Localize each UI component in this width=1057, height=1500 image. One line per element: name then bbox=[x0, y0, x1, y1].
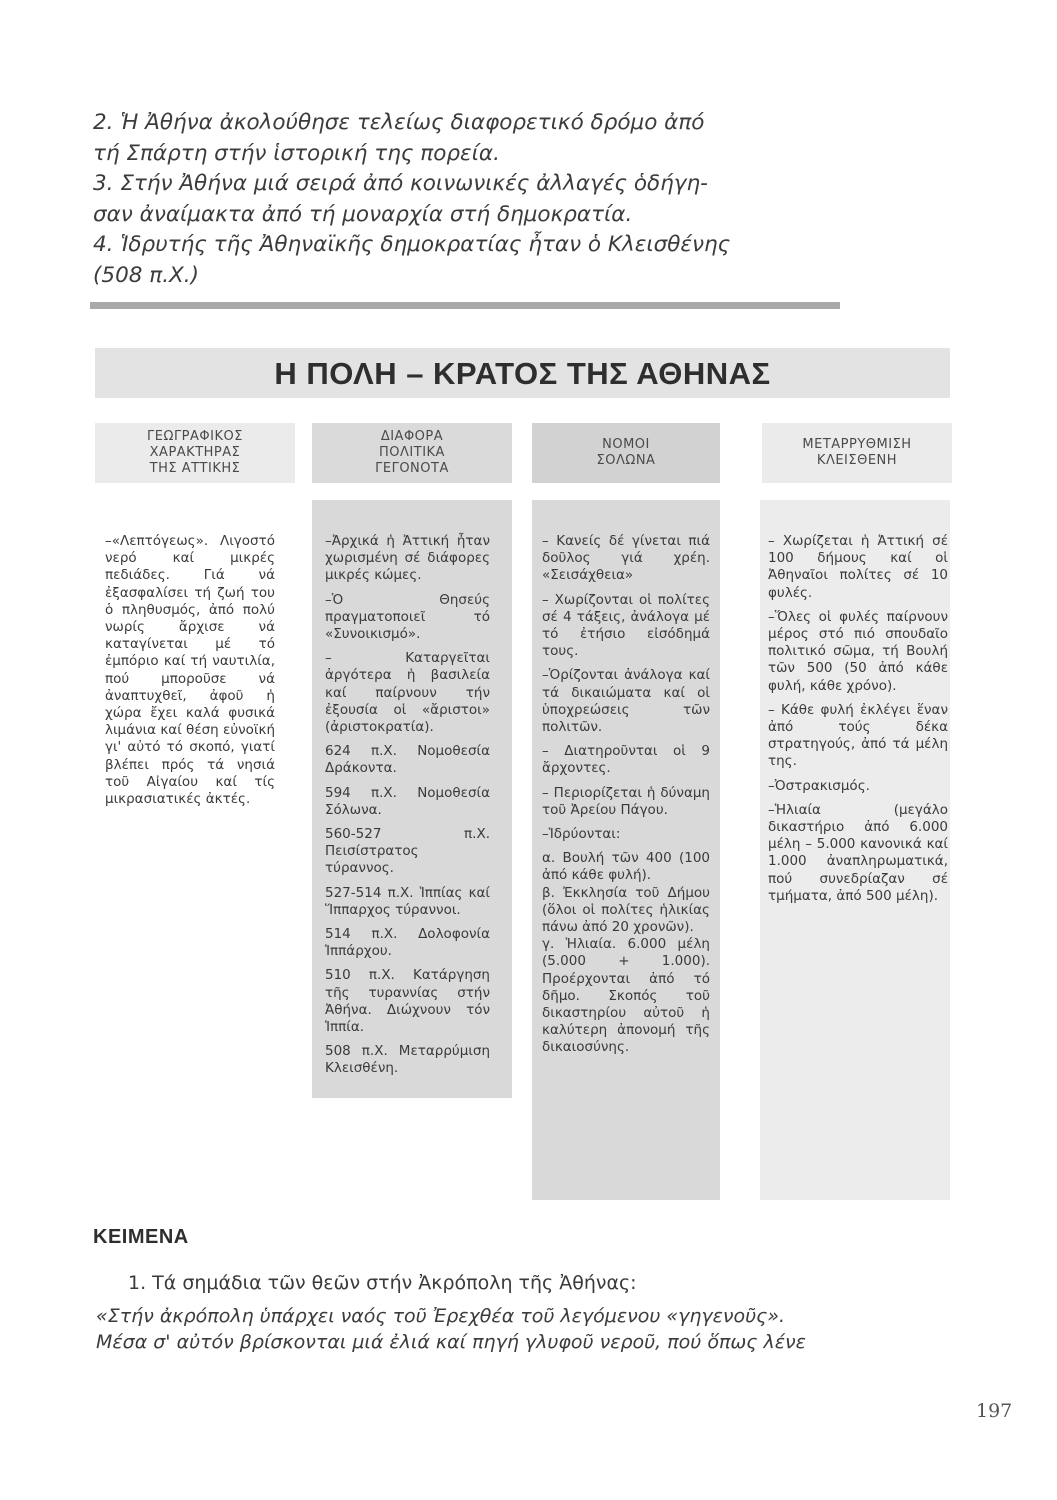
column-header-geography bbox=[95, 423, 295, 483]
intro-line: (508 π.Χ.) bbox=[93, 262, 199, 288]
quote-line: Μέσα σ' αὐτόν βρίσκονται μιά ἐλιά καί πηγή γλυφοῦ νεροῦ, πού ὅπως λένε bbox=[96, 1331, 806, 1353]
column-item: –Ἡλιαία (μεγάλο δικαστήριο ἀπό 6.000 μέλη – 5.000 κανονικά καί 1.000 ἀναπληρωματικά, πού συνεδρίαζαν σέ τμήματα, ἀπό 500 μέλη). bbox=[768, 801, 948, 904]
column-item: α. Βουλή τῶν 400 (100 ἀπό κάθε φυλή). β. Ἐκκλησία τοῦ Δήμου (ὅλοι οἱ πολίτες ἡλικίας πάνω ἀπό 20 χρονῶν). γ. Ἡλιαία. 6.000 μέλη (5.000 + 1.000). Προέρχονται ἀπό τό δῆμο. Σκοπός τοῦ δικαστηρίου αὐτοῦ ἡ καλύτερη ἀπονομή τῆς δικαιοσύνης. bbox=[542, 850, 710, 1056]
column-header-politics bbox=[312, 423, 512, 483]
column-item: –Ὀστρακισμός. bbox=[768, 777, 870, 794]
column-item: 560-527 π.Χ. Πεισίστρατος τύραννος. bbox=[325, 826, 490, 877]
header-line: ΓΕΩΓΡΑΦΙΚΟΣ bbox=[147, 429, 243, 444]
column-item: – Κανείς δέ γίνεται πιά δοῦλος γιά χρέη. «Σεισάχθεια» bbox=[542, 533, 710, 584]
intro-line: σαν ἀναίμακτα ἀπό τή μοναρχία στή δημοκρατία. bbox=[93, 201, 633, 227]
column-item: – Κάθε φυλή ἐκλέγει ἕναν ἀπό τούς δέκα στρατηγούς, ἀπό τά μέλη της. bbox=[768, 701, 948, 770]
column-item: 624 π.Χ. Νομοθεσία Δράκοντα. bbox=[325, 743, 490, 777]
intro-line: 4. Ἱδρυτής τῆς Ἀθηναϊκῆς δημοκρατίας ἦταν ὁ Κλεισθένης bbox=[93, 232, 731, 257]
column-item: –«Λεπτόγεως». Λιγοστό νερό καί μικρές πεδιάδες. Γιά νά ἐξασφαλίσει τή ζωή του ὁ πληθυσμός, ἀπό πολύ νωρίς ἄρχισε νά καταγίνεται μέ τό ἐμπόριο καί τή ναυτιλία, πού μποροῦσε νά ἀναπτυχθεῖ, ἀφοῦ ἡ χώρα ἔχει καλά φυσικά λιμάνια καί θέση εὐνοϊκή γι' αὐτό τό σκοπό, γιατί βλέπει πρός τά νησιά τοῦ Αἰγαίου καί τίς μικρασιατικές ἀκτές. bbox=[105, 533, 276, 808]
header-line: ΔΙΑΦΟΡΑ bbox=[380, 429, 444, 444]
section-heading: ΚΕΙΜΕΝΑ bbox=[93, 1226, 189, 1248]
intro-line: τή Σπάρτη στήν ἱστορική της πορεία. bbox=[93, 140, 500, 166]
table-title: Η ΠΟΛΗ – ΚΡΑΤΟΣ ΤΗΣ ΑΘΗΝΑΣ bbox=[274, 356, 771, 391]
header-line: ΓΕΓΟΝΟΤΑ bbox=[375, 461, 449, 476]
quote-text bbox=[96, 1303, 856, 1355]
column-item: –Ἱδρύονται: bbox=[542, 826, 621, 843]
intro-text bbox=[93, 108, 853, 291]
intro-line: 2. Ἡ Ἀθήνα ἀκολούθησε τελείως διαφορετικό δρόμο ἀπό bbox=[93, 110, 705, 135]
divider bbox=[90, 302, 840, 309]
column-item: –Ὅλες οἱ φυλές παίρνουν μέρος στό πιό σπουδαῖο πολιτικό σῶμα, τή Βουλή τῶν 500 (50 ἀπό κάθε φυλή, κάθε χρόνο). bbox=[768, 608, 948, 694]
column-solon-laws bbox=[542, 533, 710, 1064]
column-item: 510 π.Χ. Κατάργηση τῆς τυραννίας στήν Ἀθήνα. Διώχνουν τόν Ἱππία. bbox=[325, 967, 490, 1036]
column-item: – Καταργεῖται ἀργότερα ἡ βασιλεία καί παίρνουν τήν ἐξουσία οἱ «ἄριστοι» (ἀριστοκρατία). bbox=[325, 650, 490, 736]
intro-line: 3. Στήν Ἀθήνα μιά σειρά ἀπό κοινωνικές ἀλλαγές ὁδήγη- bbox=[93, 171, 708, 196]
header-line: ΤΗΣ ΑΤΤΙΚΗΣ bbox=[149, 461, 241, 476]
column-header-solon-laws bbox=[532, 423, 720, 483]
header-line: ΚΛΕΙΣΘΕΝΗ bbox=[816, 453, 898, 468]
header-line: ΜΕΤΑΡΡΥΘΜΙΣΗ bbox=[802, 437, 912, 452]
column-item: –Ὁρίζονται ἀνάλογα καί τά δικαιώματα καί οἱ ὑποχρεώσεις τῶν πολιτῶν. bbox=[542, 667, 710, 736]
column-item: – Χωρίζονται οἱ πολίτες σέ 4 τάξεις, ἀνάλογα μέ τό ἐτήσιο εἰσόδημά τους. bbox=[542, 591, 710, 660]
column-item: 594 π.Χ. Νομοθεσία Σόλωνα. bbox=[325, 784, 490, 818]
column-item: –Ἀρχικά ἡ Ἀττική ἦταν χωρισμένη σέ διάφορες μικρές κώμες. bbox=[325, 533, 490, 584]
header-line: ΝΟΜΟΙ bbox=[602, 437, 650, 452]
column-cleisthenes-reform bbox=[768, 533, 948, 912]
column-geography bbox=[105, 533, 275, 815]
page-number: 197 bbox=[976, 1400, 1013, 1422]
header-line: ΠΟΛΙΤΙΚΑ bbox=[379, 445, 445, 460]
column-item: 508 π.Χ. Μεταρρύμιση Κλεισθένη. bbox=[325, 1043, 490, 1077]
column-item: – Διατηροῦνται οἱ 9 ἄρχοντες. bbox=[542, 743, 710, 777]
column-item: 514 π.Χ. Δολοφονία Ἱππάρχου. bbox=[325, 926, 490, 960]
column-item: –Ὁ Θησεύς πραγματοποιεῖ τό «Συνοικισμό». bbox=[325, 591, 490, 643]
header-line: ΣΟΛΩΝΑ bbox=[596, 453, 656, 468]
column-politics bbox=[325, 533, 490, 1085]
column-item: 527-514 π.Χ. Ἱππίας καί Ἵππαρχος τύραννοι. bbox=[325, 884, 490, 918]
table-title-banner bbox=[95, 348, 950, 398]
header-line: ΧΑΡΑΚΤΗΡΑΣ bbox=[149, 445, 241, 460]
column-item: – Χωρίζεται ἡ Ἀττική σέ 100 δήμους καί οἱ Ἀθηναῖοι πολίτες σέ 10 φυλές. bbox=[768, 533, 948, 601]
column-item: – Περιορίζεται ἡ δύναμη τοῦ Ἀρείου Πάγου. bbox=[542, 784, 710, 818]
column-header-cleisthenes-reform bbox=[762, 423, 952, 483]
quote-line: «Στήν ἀκρόπολη ὑπάρχει ναός τοῦ Ἐρεχθέα τοῦ λεγόμενου «γηγενοῦς». bbox=[96, 1305, 786, 1327]
text-item-title: 1. Τά σημάδια τῶν θεῶν στήν Ἀκρόπολη τῆς Ἀθήνας: bbox=[128, 1272, 637, 1294]
